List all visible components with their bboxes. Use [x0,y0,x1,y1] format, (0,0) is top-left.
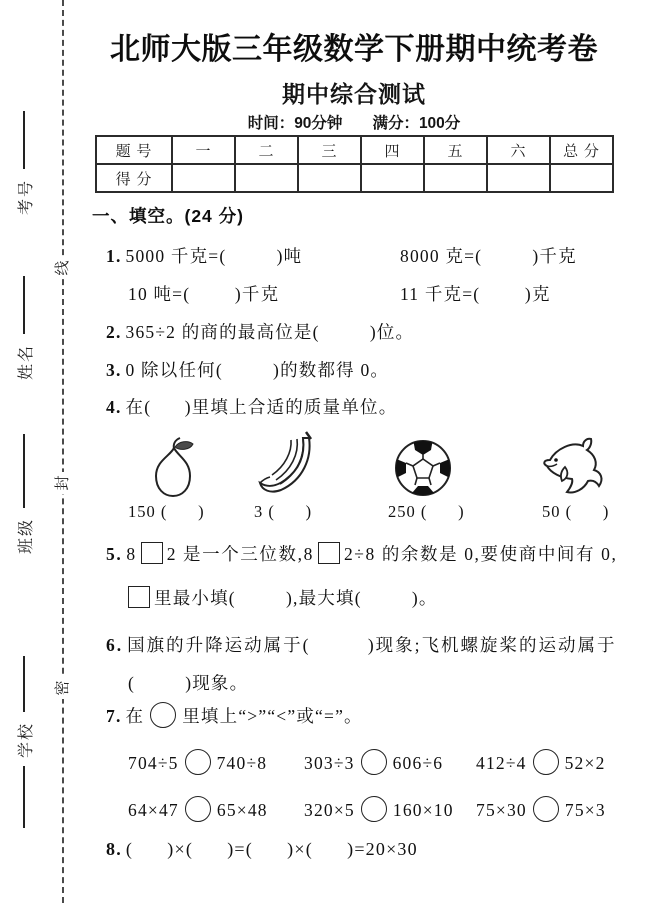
figure-dolphin [541,436,607,496]
q5-part-3: 2÷8 的余数是 0,要使商中间有 0, [343,544,618,564]
compare-left: 704÷5 [128,753,179,773]
field-label: 班级 [17,518,35,555]
write-line [23,111,25,169]
header-cell: 一 [172,136,235,164]
digit-blank-box [318,542,340,564]
figure-pear [148,436,198,498]
question-5-line-2 [106,585,646,610]
header-cell: 五 [424,136,487,164]
header-cell: 题 号 [96,136,172,164]
compare-right: 606÷6 [392,753,444,773]
q1-blank-c: 10 吨=( )千克 [128,284,280,304]
question-2 [106,319,646,344]
dolphin-icon [541,436,607,496]
seal-dashed-line [62,0,64,903]
comparison-item [476,749,606,775]
q1-blank-d: 11 千克=( )克 [400,284,551,304]
digit-blank-box [141,542,163,564]
field-label: 学校 [17,722,35,759]
compare-circle [185,749,211,775]
full-score: 满分：100分 [372,115,461,132]
q5-part-1: 8 [126,544,137,564]
write-line [23,766,25,828]
comparison-item [128,749,267,775]
figure-bananas [258,430,316,498]
header-cell: 总 分 [550,136,613,164]
question-3 [106,357,646,382]
section-1-heading: 一、填空。(24 分) [92,206,244,226]
score-table-score-row [96,164,613,192]
compare-left: 412÷4 [476,753,527,773]
page-subtitle: 期中综合测试 [282,81,426,107]
time-score-line [88,111,620,133]
compare-right: 740÷8 [216,753,268,773]
page-title: 北师大版三年级数学下册期中统考卷 [110,33,598,66]
q1-blank-b: 8000 克=( )千克 [400,246,577,266]
empty-score-cell [172,164,235,192]
question-1-line-2 [106,281,646,306]
question-number: 6. [106,635,124,655]
seal-char-feng: 封 [53,472,73,494]
question-number: 8. [106,839,122,859]
compare-circle [150,702,176,728]
question-6-line-2 [106,670,646,695]
fig-label-bananas: 3 ( ) [254,502,313,521]
question-number: 2. [106,322,122,342]
score-table-header-row [96,136,613,164]
q6-line-1-text: 国旗的升降运动属于( )现象;飞机螺旋桨的运动属于 [127,635,617,655]
q4-text: 在( )里填上合适的质量单位。 [125,397,398,417]
q5-part-2: 2 是一个三位数,8 [166,544,314,564]
empty-score-cell [550,164,613,192]
compare-right: 75×3 [564,800,606,820]
q7-post-text: 里填上“>”“<”或“=”。 [182,706,363,726]
question-1-line-1 [106,243,646,268]
header-cell: 三 [298,136,361,164]
field-name [13,270,35,386]
header-cell: 二 [235,136,298,164]
seal-char-line: 线 [53,257,73,279]
compare-right: 160×10 [392,800,454,820]
question-5-line-1 [106,541,646,566]
compare-left: 75×30 [476,800,527,820]
compare-right: 52×2 [564,753,606,773]
q3-text: 0 除以任何( )的数都得 0。 [125,360,390,380]
soccer-ball-icon [393,438,453,498]
q6-line-2-text: ( )现象。 [128,673,249,693]
comparison-item [476,796,606,822]
fig-label-pear: 150 ( ) [128,502,205,521]
compare-circle [533,749,559,775]
q5-line-2-text: 里最小填( ),最大填( )。 [154,588,438,608]
compare-circle [185,796,211,822]
write-line [23,656,25,712]
compare-circle [361,796,387,822]
question-4 [106,394,646,419]
q8-text: ( )×( )=( )×( )=20×30 [125,839,418,859]
empty-score-cell [298,164,361,192]
fig-label-dolphin: 50 ( ) [542,502,610,521]
empty-score-cell [424,164,487,192]
field-school [13,647,35,837]
comparison-item [304,749,443,775]
field-class [13,427,35,561]
q7-pre-text: 在 [125,706,145,726]
compare-left: 64×47 [128,800,179,820]
field-exam-number [13,105,35,221]
compare-circle [361,749,387,775]
figure-soccer-ball [393,438,453,498]
header-cell: 六 [487,136,550,164]
compare-left: 303÷3 [304,753,355,773]
pear-icon [148,436,198,498]
q1-blank-a: 5000 千克=( )吨 [125,246,303,266]
question-8 [106,839,646,860]
question-number: 4. [106,397,122,417]
digit-blank-box [128,586,150,608]
header-cell: 四 [361,136,424,164]
empty-score-cell [487,164,550,192]
compare-right: 65×48 [216,800,268,820]
field-label: 考号 [17,179,35,216]
compare-circle [533,796,559,822]
score-label-cell: 得 分 [96,164,172,192]
score-table [95,135,614,193]
compare-left: 320×5 [304,800,355,820]
time-limit: 时间：90分钟 [247,115,343,132]
write-line [23,276,25,334]
write-line [23,434,25,508]
seal-char-mi: 密 [53,677,73,699]
fig-label-soccer-ball: 250 ( ) [388,502,465,521]
question-6-line-1 [106,632,646,657]
empty-score-cell [361,164,424,192]
question-number: 5. [106,544,123,564]
bananas-icon [258,430,316,498]
empty-score-cell [235,164,298,192]
question-number: 1. [106,246,122,266]
comparison-item [128,796,268,822]
q2-text: 365÷2 的商的最高位是( )位。 [125,322,415,342]
question-number: 3. [106,360,122,380]
comparison-item [304,796,454,822]
question-number: 7. [106,706,122,726]
question-7-instruction [106,702,646,728]
field-label: 姓名 [17,344,35,381]
